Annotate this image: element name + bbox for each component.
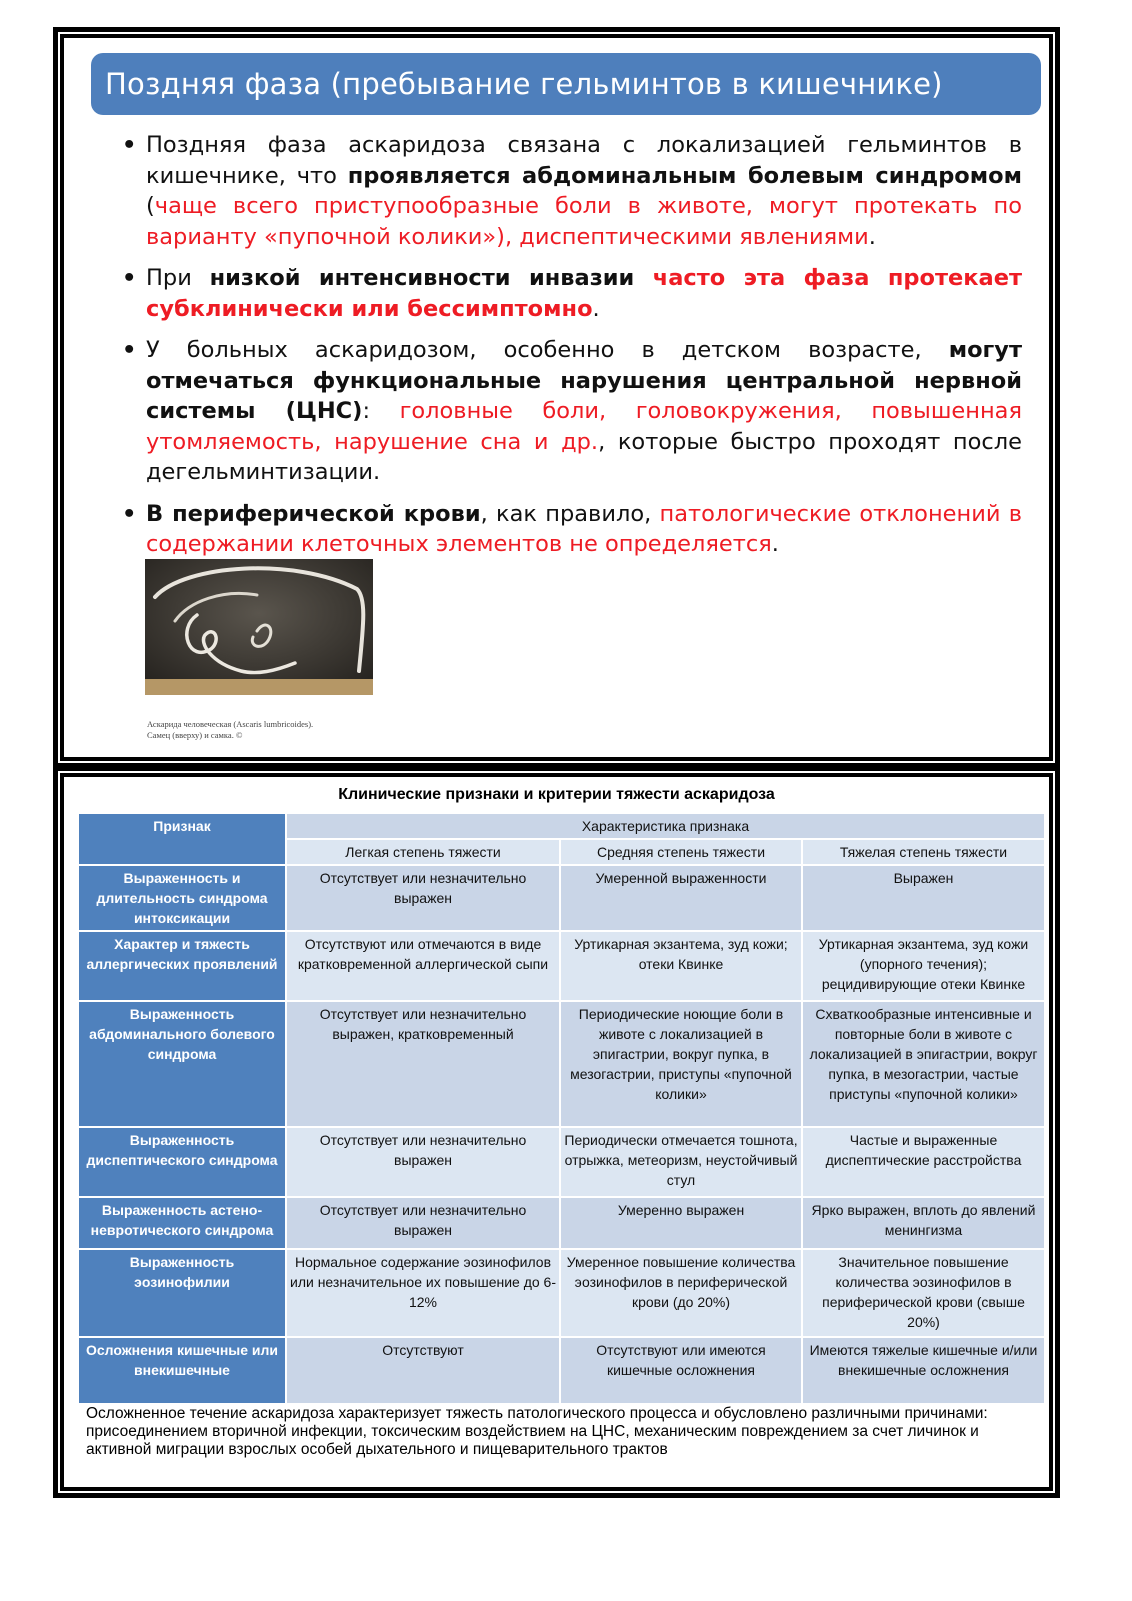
- slide-severity-criteria-frame: [53, 766, 1060, 1498]
- cell-mild: Отсутствует или незначительно выражен: [286, 865, 560, 931]
- cell-moderate: Периодические ноющие боли в животе с локализацией в эпигастрии, вокруг пупка, в мезогастрии, приступы «пупочной колики»: [560, 1001, 802, 1127]
- table-header-row: [78, 813, 1045, 839]
- cell-severe: Значительное повышение количества эозинофилов в периферической крови (свыше 20%): [802, 1249, 1045, 1337]
- measuring-ruler: [145, 679, 373, 695]
- worm-illustration: [145, 559, 373, 695]
- bullet-list: [122, 130, 1022, 571]
- table-row: [78, 1249, 1045, 1337]
- cell-severe: Схваткообразные интенсивные и повторные боли в животе с локализацией в эпигастрии, вокруг пупка, в мезогастрии, частые приступы «пупочной колики»: [802, 1001, 1045, 1127]
- severity-table: [77, 812, 1046, 1405]
- photo-caption: Аскарида человеческая (Ascaris lumbricoides). Самец (вверху) и самка. ©: [147, 719, 314, 740]
- cell-severe: Выражен: [802, 865, 1045, 931]
- row-sign: Выраженность диспептического синдрома: [78, 1127, 286, 1197]
- table-row: [78, 1001, 1045, 1127]
- bullet-localization: • Поздняя фаза аскаридоза связана с локализацией гельминтов в кишечнике, что проявляется абдоминальным болевым синдромом (чаще всего приступообразные боли в животе, могут протекать по варианту «пупочной колики»), диспептическими явлениями.: [122, 130, 1022, 252]
- bullet-cns: • У больных аскаридозом, особенно в детском возрасте, могут отмечаться функциональные нарушения центральной нервной системы (ЦНС): головные боли, головокружения, повышенная утомляемость, нарушение сна и др., которые быстро проходят после дегельминтизации.: [122, 335, 1022, 488]
- table-row: [78, 1337, 1045, 1404]
- row-sign: Выраженность и длительность синдрома интоксикации: [78, 865, 286, 931]
- header-mild: Легкая степень тяжести: [286, 839, 560, 865]
- header-severe: Тяжелая степень тяжести: [802, 839, 1045, 865]
- row-sign: Выраженность абдоминального болевого синдрома: [78, 1001, 286, 1127]
- cell-moderate: Отсутствуют или имеются кишечные осложнения: [560, 1337, 802, 1404]
- cell-mild: Отсутствует или незначительно выражен: [286, 1127, 560, 1197]
- row-sign: Выраженность эозинофилии: [78, 1249, 286, 1337]
- bullet-blood: • В периферической крови, как правило, патологические отклонений в содержании клеточных элементов не определяется.: [122, 499, 1022, 560]
- cell-moderate: Умеренной выраженности: [560, 865, 802, 931]
- row-sign: Характер и тяжесть аллергических проявлений: [78, 931, 286, 1001]
- cell-severe: Уртикарная экзантема, зуд кожи (упорного течения); рецидивирующие отеки Квинке: [802, 931, 1045, 1001]
- cell-moderate: Умеренно выражен: [560, 1197, 802, 1249]
- header-moderate: Средняя степень тяжести: [560, 839, 802, 865]
- cell-mild: Нормальное содержание эозинофилов или незначительное их повышение до 6-12%: [286, 1249, 560, 1337]
- row-sign: Осложнения кишечные или внекишечные: [78, 1337, 286, 1404]
- cell-severe: Имеются тяжелые кишечные и/или внекишечные осложнения: [802, 1337, 1045, 1404]
- table-row: [78, 931, 1045, 1001]
- footnote-complications: Осложненное течение аскаридоза характеризует тяжесть патологического процесса и обусловлено различными причинами: присоединением вторичной инфекции, токсическим воздействием на ЦНС, механическим повреждением за счет личинок и активной миграции взрослых особей дыхательного и пищеварительного трактов: [86, 1405, 988, 1458]
- header-characteristic: Характеристика признака: [286, 813, 1045, 839]
- cell-moderate: Периодически отмечается тошнота, отрыжка, метеоризм, неустойчивый стул: [560, 1127, 802, 1197]
- slide-title: Поздняя фаза (пребывание гельминтов в кишечнике): [91, 53, 1041, 115]
- cell-moderate: Уртикарная экзантема, зуд кожи; отеки Квинке: [560, 931, 802, 1001]
- slide-late-phase: [64, 38, 1049, 757]
- table-row: [78, 865, 1045, 931]
- ascaris-photo: [145, 559, 373, 695]
- header-sign: Признак: [78, 813, 286, 865]
- row-sign: Выраженность астено-невротического синдрома: [78, 1197, 286, 1249]
- table-title: Клинические признаки и критерии тяжести аскаридоза: [338, 786, 775, 803]
- cell-moderate: Умеренное повышение количества эозинофилов в периферической крови (до 20%): [560, 1249, 802, 1337]
- cell-mild: Отсутствуют или отмечаются в виде кратковременной аллергической сыпи: [286, 931, 560, 1001]
- cell-mild: Отсутствует или незначительно выражен, кратковременный: [286, 1001, 560, 1127]
- slide-late-phase-frame: [53, 27, 1060, 768]
- cell-severe: Частые и выраженные диспептические расстройства: [802, 1127, 1045, 1197]
- cell-mild: Отсутствуют: [286, 1337, 560, 1404]
- table-row: [78, 1197, 1045, 1249]
- bullet-low-intensity: • При низкой интенсивности инвазии часто эта фаза протекает субклинически или бессимптомно.: [122, 263, 1022, 324]
- table-row: [78, 1127, 1045, 1197]
- cell-severe: Ярко выражен, вплоть до явлений менингизма: [802, 1197, 1045, 1249]
- cell-mild: Отсутствует или незначительно выражен: [286, 1197, 560, 1249]
